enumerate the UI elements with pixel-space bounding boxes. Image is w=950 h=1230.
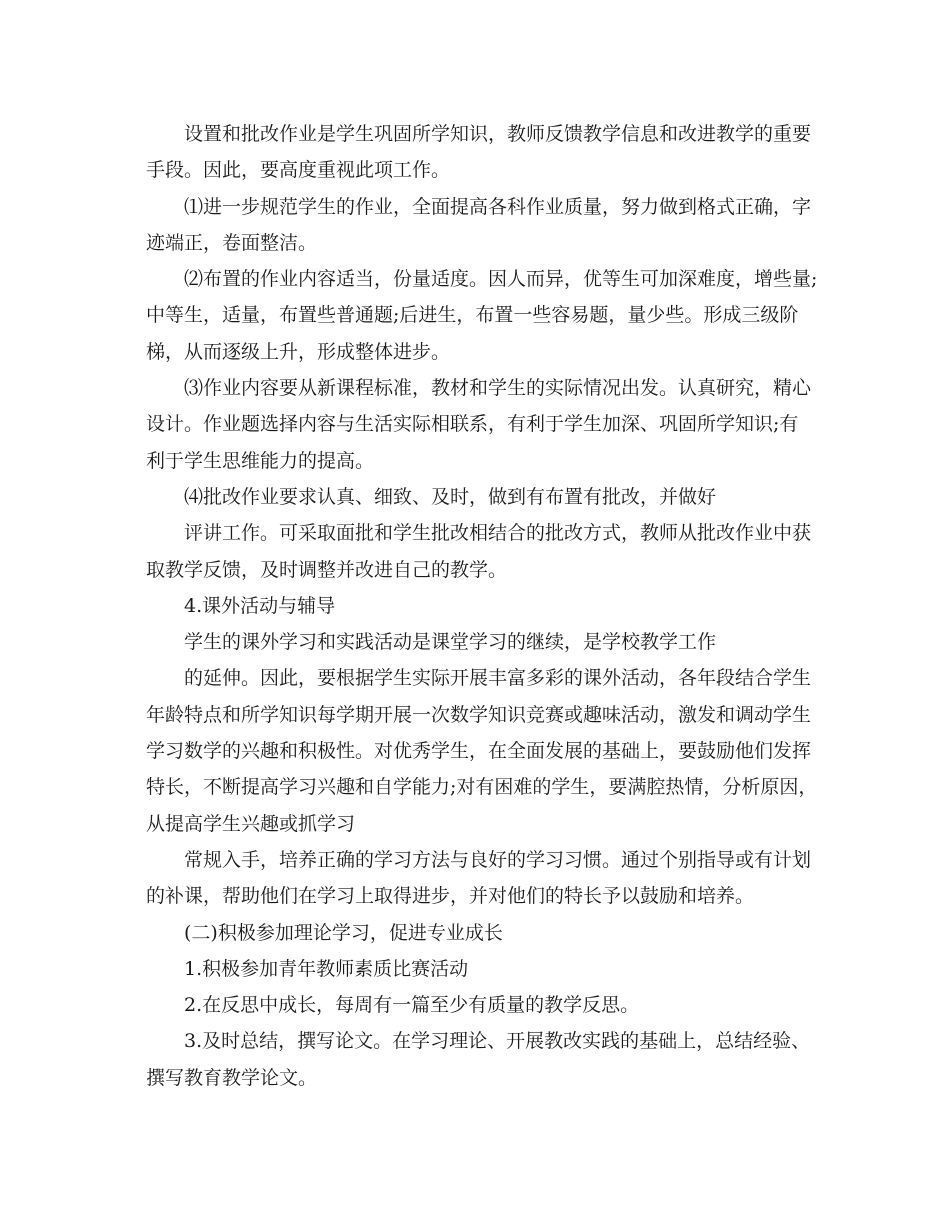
extracurricular-line-1: 学生的课外学习和实践活动是课堂学习的继续，是学校教学工作 (184, 631, 717, 654)
item-3-line-1: ⑶作业内容要从新课程标准，教材和学生的实际情况出发。认真研究，精心 (184, 377, 812, 400)
extracurricular-line-5: 特长，不断提高学习兴趣和自学能力;对有困难的学生，要满腔热情，分析原因， (146, 776, 818, 799)
extracurricular-line-6: 从提高学生兴趣或抓学习 (146, 812, 356, 835)
theory-item-2: 2.在反思中成长，每周有一篇至少有质量的教学反思。 (184, 994, 640, 1017)
extracurricular-line-2: 的延伸。因此，要根据学生实际开展丰富多彩的课外活动，各年段结合学生 (184, 667, 812, 690)
paragraph-homework-intro: 设置和批改作业是学生巩固所学知识，教师反馈教学信息和改进教学的重要 (184, 123, 812, 145)
theory-item-3-line-1: 3.及时总结，撰写论文。在学习理论、开展教改实践的基础上，总结经验、 (184, 1030, 811, 1053)
extracurricular-line-8: 的补课，帮助他们在学习上取得进步，并对他们的特长予以鼓励和培养。 (146, 885, 755, 908)
extracurricular-line-7: 常规入手，培养正确的学习方法与良好的学习习惯。通过个别指导或有计划 (184, 848, 812, 871)
item-4-line-2: 评讲工作。可采取面批和学生批改相结合的批改方式，教师从批改作业中获 (184, 522, 812, 545)
item-3-line-2: 设计。作业题选择内容与生活实际相联系，有利于学生加深、巩固所学知识;有 (146, 413, 799, 436)
item-2-line-1: ⑵布置的作业内容适当，份量适度。因人而异，优等生可加深难度，增些量; (184, 268, 818, 291)
theory-item-3-line-2: 撰写教育教学论文。 (146, 1066, 318, 1089)
item-2-line-2: 中等生，适量，布置些普通题;后进生，布置一些容易题，量少些。形成三级阶 (146, 304, 799, 327)
item-4-line-1: ⑷批改作业要求认真、细致、及时，做到有布置有批改，并做好 (184, 485, 717, 508)
section-heading-theory-study: (二)积极参加理论学习，促进专业成长 (184, 921, 503, 944)
item-1-line-2: 迹端正，卷面整洁。 (146, 231, 318, 254)
section-heading-extracurricular: 4.课外活动与辅导 (184, 594, 336, 617)
extracurricular-line-4: 学习数学的兴趣和积极性。对优秀学生，在全面发展的基础上，要鼓励他们发挥 (146, 740, 812, 763)
item-1-line-1: ⑴进一步规范学生的作业，全面提高各科作业质量，努力做到格式正确，字 (184, 195, 812, 218)
item-2-line-3: 梯，从而逐级上升，形成整体进步。 (146, 340, 451, 363)
extracurricular-line-3: 年龄特点和所学知识每学期开展一次数学知识竞赛或趣味活动，激发和调动学生 (146, 703, 812, 726)
item-4-line-3: 取教学反馈，及时调整并改进自己的教学。 (146, 558, 508, 581)
paragraph-homework-intro-cont: 手段。因此，要高度重视此项工作。 (146, 159, 451, 182)
document-body (146, 116, 816, 1096)
theory-item-1: 1.积极参加青年教师素质比赛活动 (184, 957, 469, 980)
item-3-line-3: 利于学生思维能力的提高。 (146, 449, 375, 472)
